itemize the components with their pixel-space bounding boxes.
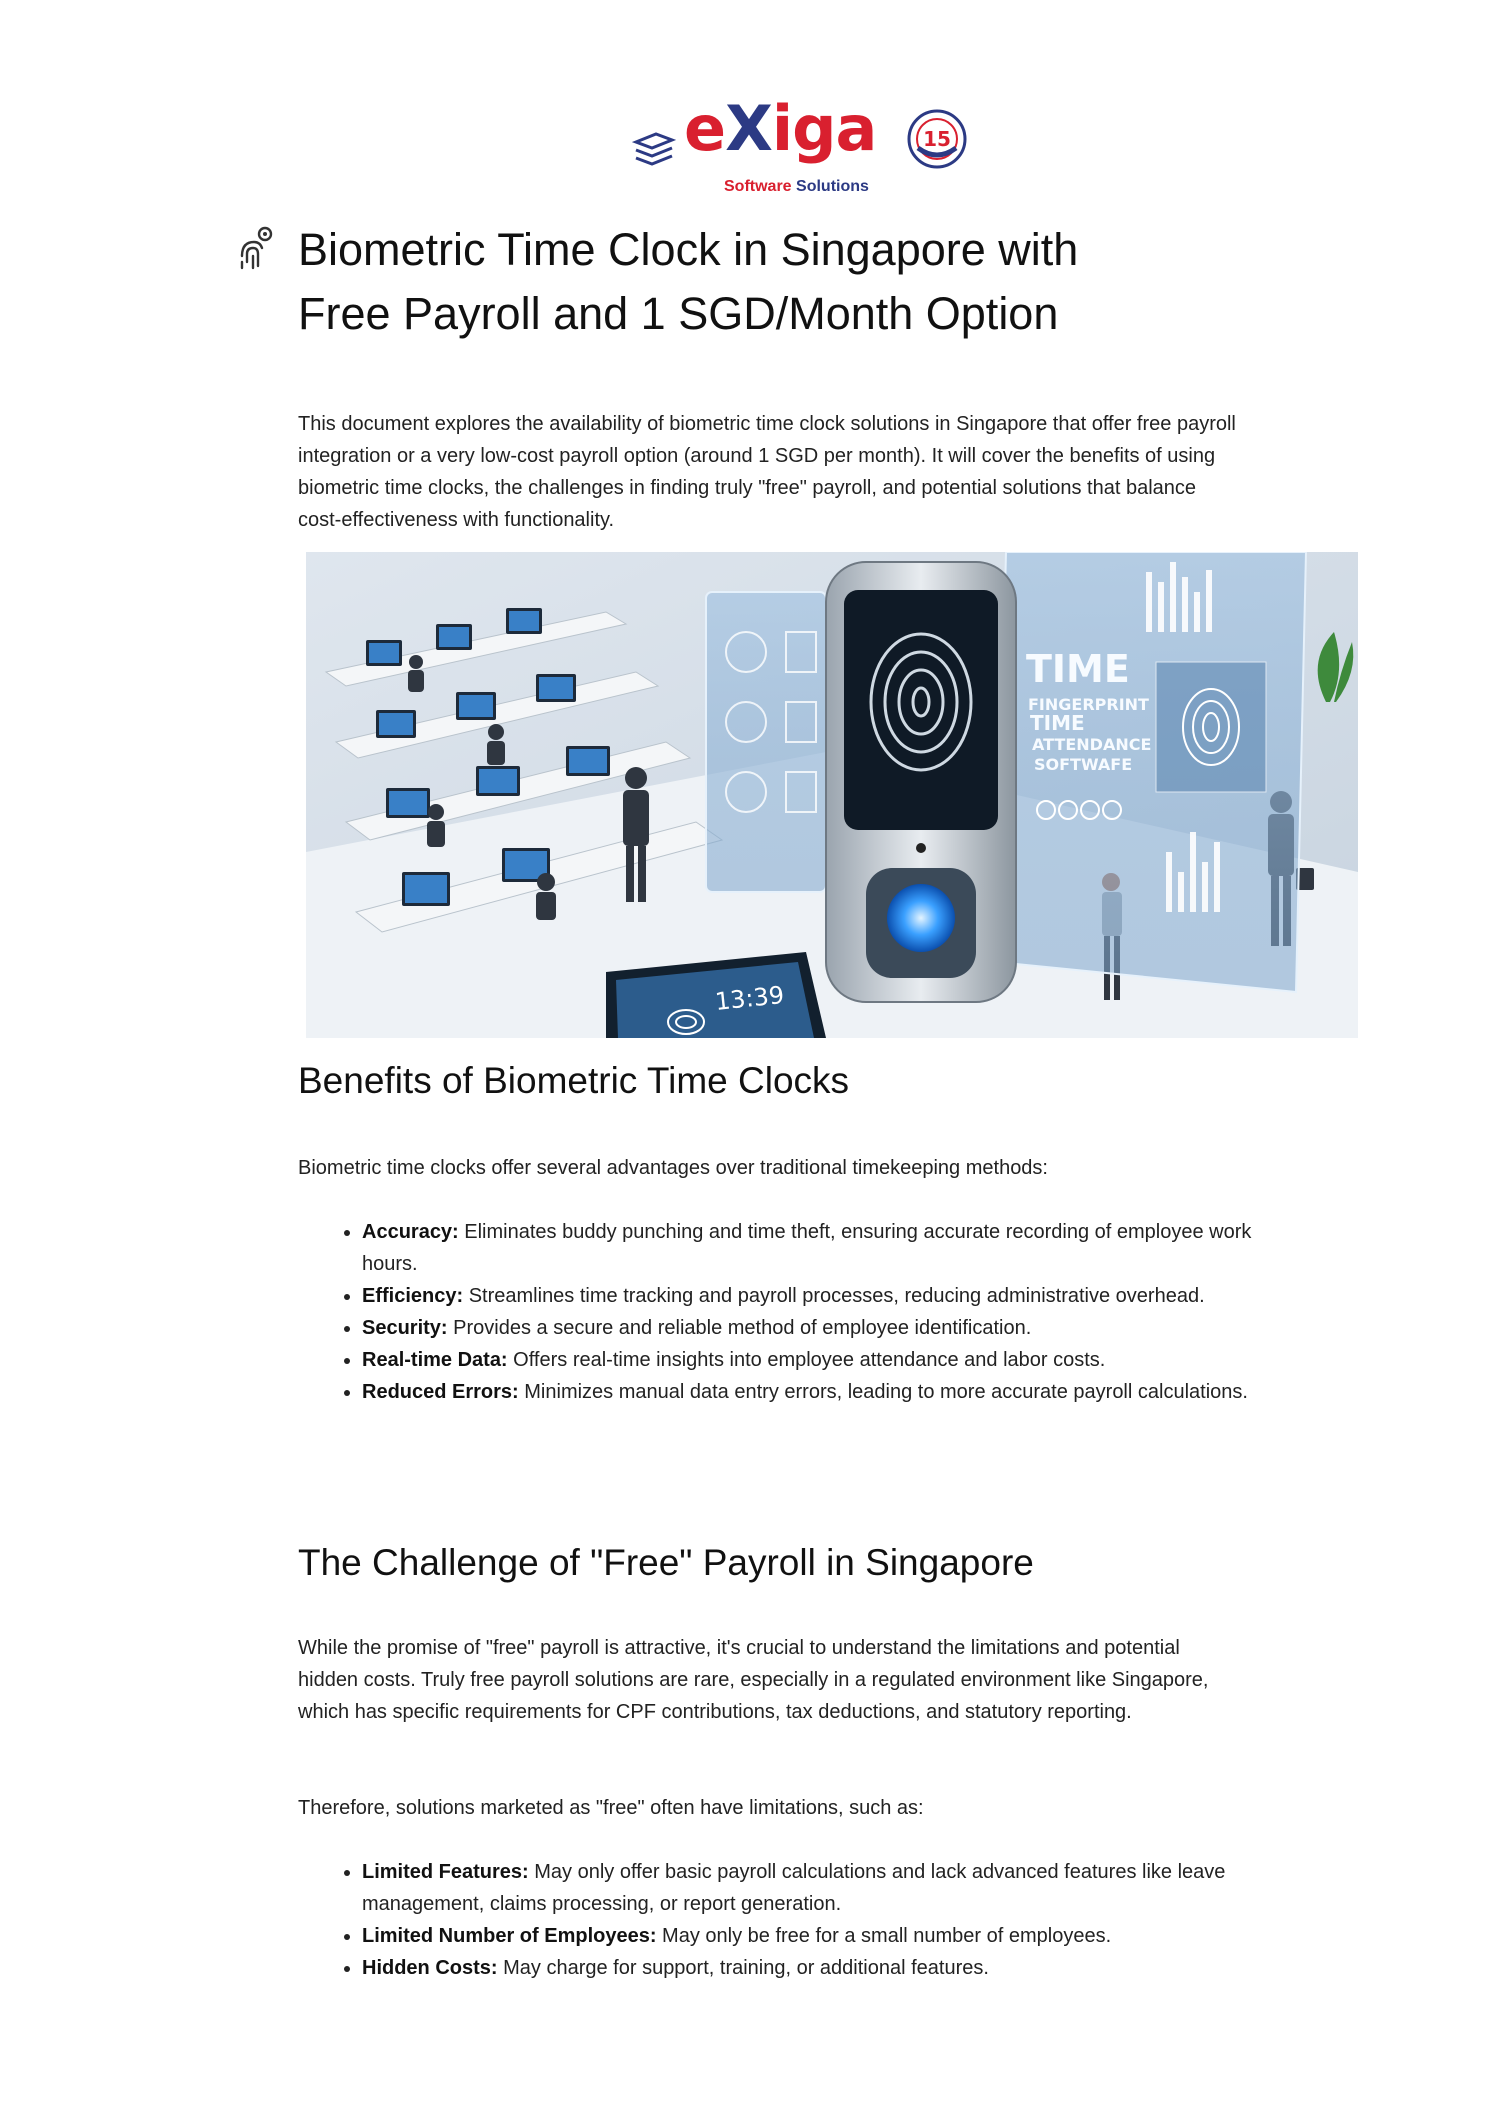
company-logo — [628, 92, 968, 200]
svg-text:SOFTWAFE: SOFTWAFE — [1034, 755, 1133, 774]
svg-text:TIME: TIME — [1030, 711, 1085, 735]
benefits-heading: Benefits of Biometric Time Clocks — [298, 1060, 850, 1101]
challenge-limitations-intro: Therefore, solutions marketed as "free" often have limitations, such as: — [298, 1797, 924, 1819]
biometric-device — [826, 562, 1016, 1002]
svg-text:FINGERPRINT: FINGERPRINT — [1028, 695, 1149, 714]
benefits-list — [338, 1216, 1262, 1408]
document-title: Biometric Time Clock in Singapore with Free Payroll and 1 SGD/Month Option — [298, 224, 1079, 339]
list-item: • Limited Features: May only offer basic payroll calculations and lack advanced features like leave management, claims processing, or report generation. — [362, 1856, 1262, 1920]
logo-tagline: Software Solutions — [724, 178, 869, 195]
challenge-heading: The Challenge of "Free" Payroll in Singapore — [298, 1542, 1034, 1583]
list-item: • Accuracy: Eliminates buddy punching and time theft, ensuring accurate recording of employee work hours. — [362, 1216, 1262, 1280]
list-item: • Efficiency: Streamlines time tracking and payroll processes, reducing administrative overhead. — [362, 1280, 1262, 1312]
logo-wordmark: eXiga — [684, 92, 877, 165]
screen-title: TIME — [1026, 647, 1130, 691]
anniversary-badge — [906, 108, 968, 170]
list-item: • Limited Number of Employees: May only be free for a small number of employees. — [362, 1920, 1262, 1952]
list-item: • Security: Provides a secure and reliable method of employee identification. — [362, 1312, 1262, 1344]
fingerprint-touch-icon — [236, 226, 274, 272]
hero-illustration — [306, 552, 1358, 1038]
benefits-intro: Biometric time clocks offer several advantages over traditional timekeeping methods: — [298, 1157, 1048, 1179]
challenge-paragraph: While the promise of "free" payroll is attractive, it's crucial to understand the limitations and potential hidden costs. Truly free payroll solutions are rare, especially in a regulated environment like Singapore, which has specific requirements for CPF contributions, tax deductions, and statutory reporting. — [298, 1637, 1209, 1723]
list-item: • Real-time Data: Offers real-time insights into employee attendance and labor costs. — [362, 1344, 1262, 1376]
stacked-layers-icon — [632, 128, 676, 172]
phone-time: 13:39 — [713, 980, 786, 1016]
svg-text:ATTENDANCE: ATTENDANCE — [1032, 735, 1152, 754]
list-item: • Hidden Costs: May charge for support, training, or additional features. — [362, 1952, 1262, 1984]
intro-paragraph: This document explores the availability of biometric time clock solutions in Singapore that offer free payroll integration or a very low-cost payroll option (around 1 SGD per month). It will cover the benefits of using biometric time clocks, the challenges in finding truly "free" payroll, and potential solutions that balance cost-effectiveness with functionality. — [298, 413, 1236, 531]
limitations-list — [338, 1856, 1262, 1984]
list-item: • Reduced Errors: Minimizes manual data entry errors, leading to more accurate payroll calculations. — [362, 1376, 1262, 1408]
badge-number: 15 — [923, 127, 951, 151]
